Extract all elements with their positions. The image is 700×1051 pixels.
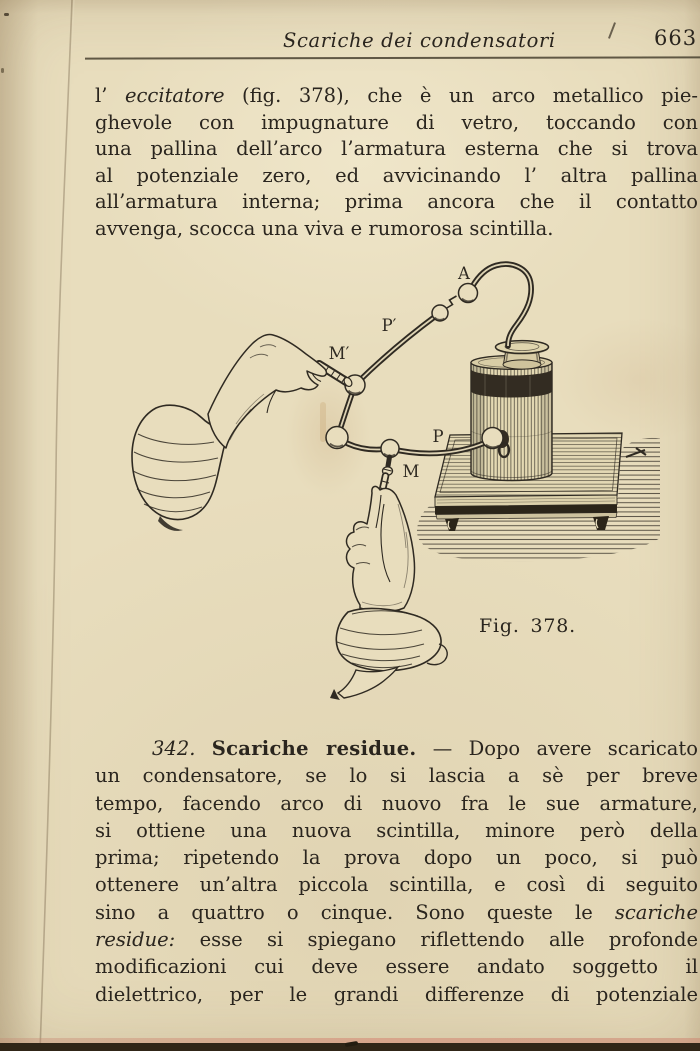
text-segment: — Dopo avere scaricato [416,737,699,760]
figure-label-m-prime: M′ [328,344,350,363]
text-segment-italic: residue: [95,928,176,952]
text-line: all’armatura interna; prima ancora che il contatto [95,190,698,214]
text-segment-italic: scariche [614,900,698,924]
jar-hook-rod [472,264,531,346]
text-line: un condensatore, se lo si lascia a sè per breve [95,764,698,788]
text-line: avvenga, scocca una viva e rumorosa scintilla. [95,216,554,240]
ink-speck [4,13,9,16]
text-line: prima; ripetendo la prova dopo un poco, si può [95,846,698,870]
text-line: una pallina dell’arco l’armatura esterna che si trova [95,137,698,161]
paragraph-eccitatore [95,83,698,243]
upper-hand [132,335,326,531]
spark [446,296,457,309]
lower-cuff [336,608,441,670]
text-line [95,926,698,953]
jar-cap [496,341,549,370]
text-line: modificazioni cui deve essere andato soggetto il [95,955,698,979]
section-number: 342. [152,737,196,760]
text-segment: l’ [95,84,125,107]
figure-label-a: A [458,264,470,283]
leyden-jar [471,264,552,480]
section-title: Scariche residue. [211,737,417,760]
paragraph-scariche-residue [95,735,698,1008]
text-line: ottenere un’altra piccola scintilla, e così di seguito [95,873,698,897]
running-header-title: Scariche dei condensatori [283,29,556,52]
text-segment: esse si spiegano riflettendo alle profonde [175,928,698,952]
text-line [95,83,698,110]
figure-label-p: P [432,427,444,446]
text-line: al potenziale zero, ed avvicinando l’ altra pallina [95,163,698,187]
page-number: 663 [654,26,698,50]
text-line [95,899,698,926]
text-line: ghevole con impugnature di vetro, toccando con [95,110,698,134]
lower-arm [338,667,398,698]
figure-label-p-prime: P′ [381,316,397,335]
text-segment: sino a quattro o cinque. Sono queste le [95,900,615,924]
text-segment: (fig. 378), che è un arco metallico pie- [224,84,698,107]
text-line: dielettrico, per le grandi differenze di potenziale [95,982,698,1006]
text-line [95,735,698,762]
paper-stain [320,402,326,442]
ink-mark [608,22,616,39]
text-line: si ottiene una nuova scintilla, minore però della [95,818,698,842]
figure-label-m: M [402,462,420,481]
header-rule [85,56,700,59]
ball-a [459,284,478,303]
text-segment-italic: eccitatore [124,84,225,107]
spacer [195,737,211,760]
figure-caption: Fig. 378. [479,615,577,637]
text-line: tempo, facendo arco di nuovo fra le sue armature, [95,791,698,815]
ink-speck [1,68,4,73]
